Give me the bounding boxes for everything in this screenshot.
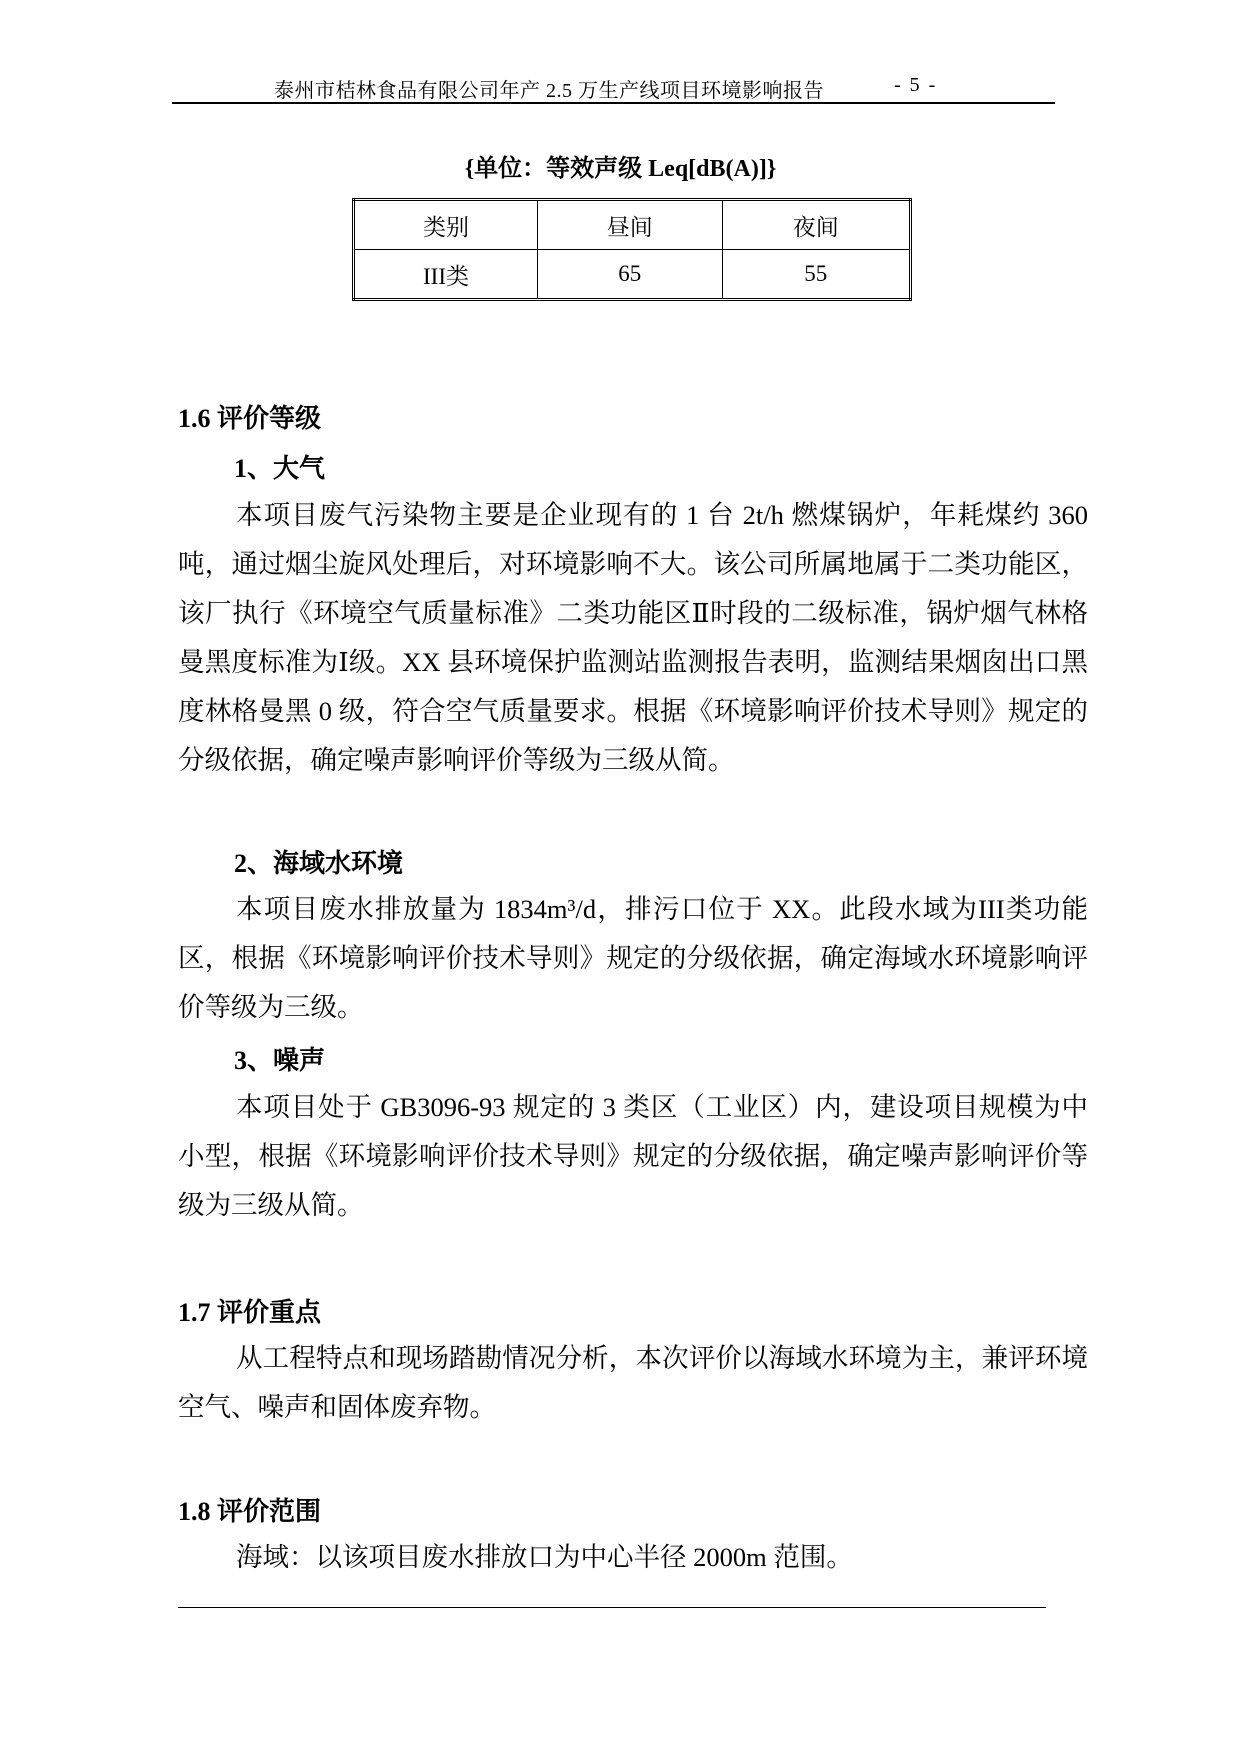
paragraph-noise: 本项目处于 GB3096-93 规定的 3 类区（工业区）内，建设项目规模为中小型，根据《环境影响评价技术导则》规定的分级依据，确定噪声影响评价等级为三级从简。 xyxy=(178,1092,1088,1220)
table-caption: {单位：等效声级 Leq[dB(A)]} xyxy=(464,156,777,182)
noise-standard-table xyxy=(352,198,912,301)
table-header-cell: 夜间 xyxy=(722,200,910,250)
subheading-sea-water: 2、海域水环境 xyxy=(234,849,404,878)
table-cell: 55 xyxy=(722,250,910,300)
table-cell: III类 xyxy=(354,250,538,300)
header-title: 泰州市桔林食品有限公司年产 2.5 万生产线项目环境影响报告 xyxy=(274,80,824,102)
table-row xyxy=(354,250,911,300)
table-header-cell: 昼间 xyxy=(538,200,723,250)
section-heading-1-7: 1.7 评价重点 xyxy=(178,1298,322,1327)
table-header-cell: 类别 xyxy=(354,200,538,250)
page-header xyxy=(172,68,1055,104)
paragraph-sea-water: 本项目废水排放量为 1834m³/d，排污口位于 XX。此段水域为III类功能区，根据《环境影响评价技术导则》规定的分级依据，确定海域水环境影响评价等级为三级。 xyxy=(178,894,1088,1022)
table-cell: 65 xyxy=(538,250,723,300)
paragraph-scope: 海域：以该项目废水排放口为中心半径 2000m 范围。 xyxy=(236,1542,853,1572)
section-heading-1-6: 1.6 评价等级 xyxy=(178,404,322,433)
subheading-noise: 3、噪声 xyxy=(234,1046,326,1075)
footer-divider xyxy=(178,1607,1046,1608)
paragraph-focus: 从工程特点和现场踏勘情况分析，本次评价以海域水环境为主，兼评环境空气、噪声和固体废弃物。 xyxy=(178,1343,1088,1422)
table-header-row xyxy=(354,200,911,250)
subheading-air: 1、大气 xyxy=(234,454,326,483)
paragraph-air: 本项目废气污染物主要是企业现有的 1 台 2t/h 燃煤锅炉，年耗煤约 360 吨，通过烟尘旋风处理后，对环境影响不大。该公司所属地属于二类功能区，该厂执行《环境空气质量标准》二类功能区Ⅱ时段的二级标准，锅炉烟气林格曼黑度标准为Ⅰ级。XX 县环境保护监测站监测报告表明，监测结果烟囱出口黑度林格曼黑 0 级，符合空气质量要求。根据《环境影响评价技术导则》规定的分级依据，确定噪声影响评价等级为三级从简。 xyxy=(178,500,1088,775)
section-heading-1-8: 1.8 评价范围 xyxy=(178,1497,322,1526)
page-number: - 5 - xyxy=(894,74,938,96)
